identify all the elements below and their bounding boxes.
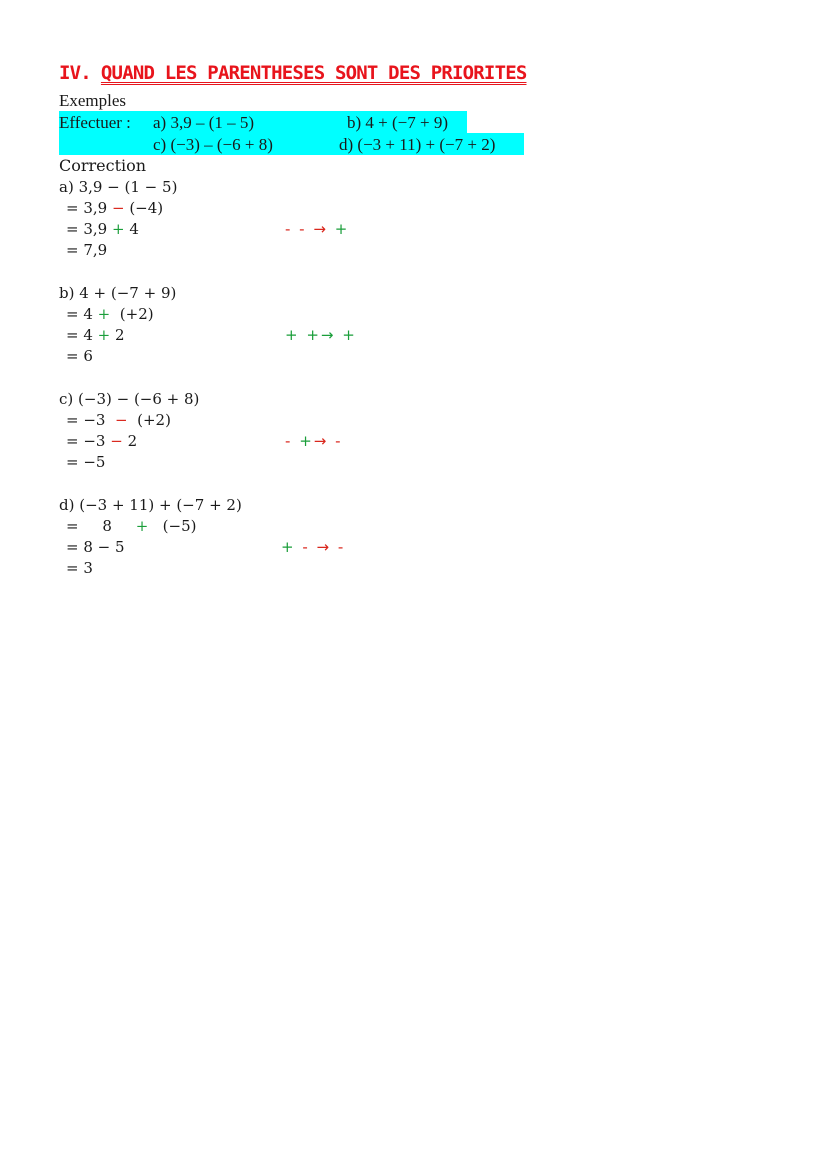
part-c-step1-pre: = −3 — [66, 411, 115, 429]
section-number: IV. — [59, 62, 91, 84]
part-d-step2: = 8 − 5 — [66, 538, 125, 556]
part-b-step2-op: + — [97, 326, 111, 344]
exercise-label: Effectuer : — [59, 113, 131, 132]
part-a-rule-in: - - → — [285, 220, 328, 238]
part-c-heading: c) (−3) − (−6 + 8) — [59, 390, 200, 408]
part-c-step1-op: − — [114, 411, 128, 429]
part-a-step1-pre: = 3,9 — [66, 199, 112, 217]
part-a-heading: a) 3,9 − (1 − 5) — [59, 178, 178, 196]
part-d-rule-a: + — [281, 538, 303, 556]
part-a-step2-pre: = 3,9 — [66, 220, 112, 238]
part-c-rule-a: - — [285, 432, 300, 450]
part-a-step1-post: (−4) — [124, 199, 164, 217]
part-c-step1-post: (+2) — [127, 411, 171, 429]
part-c-step2-pre: = −3 — [66, 432, 111, 450]
part-b-step1 — [66, 305, 154, 323]
part-a-rule-out: + — [327, 220, 350, 238]
part-d-result: = 3 — [66, 559, 93, 577]
exercise-b: b) 4 + (−7 + 9) — [347, 113, 448, 132]
part-a-result: = 7,9 — [66, 241, 108, 259]
part-d-step1-post: (−5) — [148, 517, 197, 535]
part-b-step1-op: + — [97, 305, 111, 323]
exercise-d: d) (−3 + 11) + (−7 + 2) — [339, 135, 496, 154]
part-d-heading: d) (−3 + 11) + (−7 + 2) — [59, 496, 242, 514]
section-heading: QUAND LES PARENTHESES SONT DES PRIORITES — [100, 62, 527, 84]
part-d-step1-op: + — [135, 517, 149, 535]
part-d-step1 — [66, 517, 197, 535]
part-a-step1 — [66, 199, 163, 217]
part-c-sign-rule — [285, 432, 343, 450]
part-a-step1-op: − — [111, 199, 125, 217]
part-b-step2-post: 2 — [110, 326, 125, 344]
part-a-sign-rule — [285, 220, 349, 238]
part-b-step1-pre: = 4 — [66, 305, 98, 323]
part-c-step1 — [66, 411, 171, 429]
correction-label: Correction — [59, 156, 147, 175]
part-c-step2 — [66, 432, 137, 450]
part-c-rule-b: + — [299, 432, 314, 450]
part-b-result: = 6 — [66, 347, 93, 365]
part-d-step1-pre: = 8 — [66, 517, 136, 535]
part-c-step2-op: − — [110, 432, 123, 450]
part-c-rule-c: → - — [313, 432, 343, 450]
exercise-c: c) (−3) – (−6 + 8) — [153, 135, 273, 154]
section-title — [59, 62, 526, 84]
exercise-a: a) 3,9 – (1 – 5) — [153, 113, 255, 132]
part-c-step2-post: 2 — [122, 432, 138, 450]
examples-label: Exemples — [59, 91, 127, 110]
part-a-step2-op: + — [111, 220, 125, 238]
part-b-sign-rule: + +→ + — [285, 326, 357, 344]
part-a-step2-post: 4 — [124, 220, 139, 238]
part-a-step2 — [66, 220, 139, 238]
part-b-step2-pre: = 4 — [66, 326, 98, 344]
part-b-step1-post: (+2) — [110, 305, 154, 323]
part-b-step2 — [66, 326, 125, 344]
part-b-heading: b) 4 + (−7 + 9) — [59, 284, 177, 302]
part-d-sign-rule — [281, 538, 345, 556]
part-d-rule-b: - → - — [302, 538, 346, 556]
part-c-result: = −5 — [66, 453, 106, 471]
